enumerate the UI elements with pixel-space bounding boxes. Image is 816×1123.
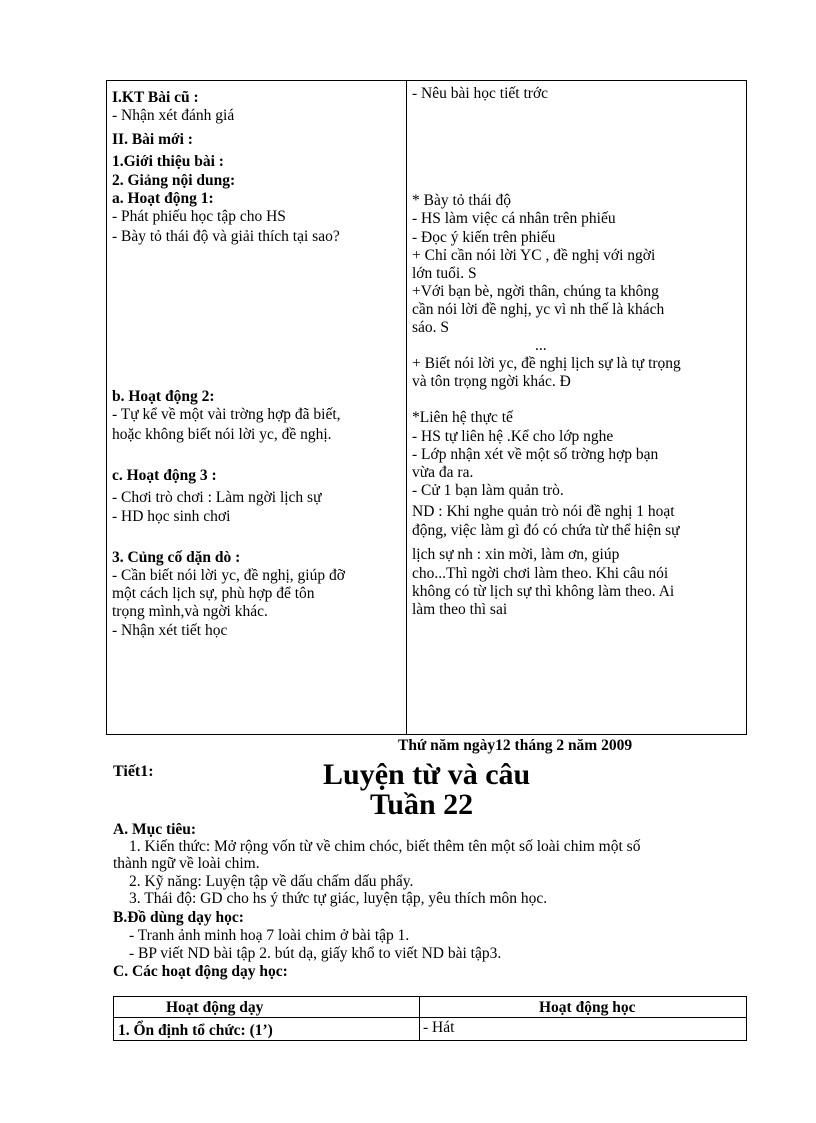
right-line: ND : Khi nghe quản trò nói đề nghị 1 hoạt — [412, 503, 675, 520]
right-line: vừa đa ra. — [412, 464, 474, 481]
table-row-right: - Hát — [423, 1019, 455, 1036]
table-row-divider — [113, 1017, 747, 1018]
activities-heading: C. Các hoạt động dạy học: — [113, 963, 288, 980]
right-line: lịch sự nh : xin mời, làm ơn, giúp — [412, 546, 620, 563]
right-line: không có từ lịch sự thì không làm theo. Ai — [412, 583, 675, 600]
left-line: một cách lịch sự, phù hợp để tôn — [112, 585, 315, 602]
left-line: hoặc không biết nói lời yc, đề nghị. — [112, 426, 332, 443]
right-line: - Lớp nhận xét về một số trờng hợp bạn — [412, 446, 659, 463]
table-column-divider — [419, 996, 420, 1041]
right-line: + Biết nói lời yc, đề nghị lịch sự là tự trọng — [412, 355, 681, 372]
date-line: Thứ năm ngày12 tháng 2 năm 2009 — [398, 737, 633, 754]
left-line: - Cần biết nói lời yc, đề nghị, giúp đỡ — [112, 567, 345, 584]
right-line: + Chỉ cần nói lời YC , đề nghị với ngời — [412, 247, 656, 264]
left-line: - HD học sinh chơi — [112, 508, 231, 525]
objective-line: 2. Kỹ năng: Luyện tập về dấu chấm dấu phẩy. — [129, 873, 414, 890]
left-line: - Nhận xét tiết học — [112, 622, 228, 639]
activity-3-heading: c. Hoạt động 3 : — [112, 467, 217, 484]
left-line: - Nhận xét đánh giá — [112, 107, 235, 124]
student-activity-header: Hoạt động học — [539, 999, 636, 1016]
left-line: - Chơi trò chơi : Làm ngời lịch sự — [112, 489, 322, 506]
right-line: làm theo thì sai — [412, 601, 508, 618]
table-row-left: 1. Ổn định tổ chức: (1’) — [118, 1022, 273, 1039]
right-line: - Nêu bài học tiết trớc — [412, 85, 549, 102]
right-line: +Với bạn bè, ngời thân, chúng ta không — [412, 283, 659, 300]
right-line: lớn tuổi. S — [412, 265, 477, 282]
right-line: - Cử 1 bạn làm quản trò. — [412, 482, 564, 499]
table-column-divider — [406, 80, 407, 735]
materials-heading: B.Đồ dùng dạy học: — [113, 909, 244, 926]
objective-line: thành ngữ về loài chim. — [113, 855, 260, 872]
material-line: - BP viết ND bài tập 2. bút dạ, giấy khổ to viết ND bài tập3. — [129, 945, 502, 962]
right-line: động, việc làm gì đó có chứa từ thể hiện sự — [412, 522, 680, 539]
material-line: - Tranh ảnh minh hoạ 7 loài chim ở bài tập 1. — [129, 927, 410, 944]
right-line: - Đọc ý kiến trên phiếu — [412, 229, 556, 246]
left-line: trọng mình,và ngời khác. — [112, 603, 268, 620]
intro-heading: 1.Giới thiệu bài : — [112, 153, 224, 170]
right-line: cho...Thì ngời chơi làm theo. Khi câu nói — [412, 565, 669, 582]
teacher-activity-header: Hoạt động dạy — [166, 999, 264, 1016]
right-line: sáo. S — [412, 319, 450, 336]
right-line: và tôn trọng ngời khác. Đ — [412, 373, 571, 390]
period-label: Tiết1: — [113, 763, 154, 780]
section-old-lesson-heading: I.KT Bài cũ : — [112, 89, 199, 106]
left-line: - Tự kể về một vài trờng hợp đã biết, — [112, 406, 341, 423]
activity-1-heading: a. Hoạt động 1: — [112, 190, 214, 207]
subject-title: Luyện từ và câu — [323, 758, 531, 791]
section-new-lesson-heading: II. Bài mới : — [112, 131, 193, 148]
week-title: Tuần 22 — [370, 788, 474, 821]
right-line: - HS làm việc cá nhân trên phiếu — [412, 210, 616, 227]
consolidation-heading: 3. Củng cố dặn dò : — [112, 549, 241, 566]
left-line: - Phát phiếu học tập cho HS — [112, 208, 286, 225]
activity-2-heading: b. Hoạt động 2: — [112, 388, 215, 405]
right-line: *Liên hệ thực tế — [412, 409, 513, 426]
content-heading: 2. Giảng nội dung: — [112, 172, 236, 189]
objective-line: 1. Kiến thức: Mở rộng vốn từ về chim chóc, biết thêm tên một số loài chim một số — [129, 838, 641, 855]
objectives-heading: A. Mục tiêu: — [113, 821, 197, 838]
right-line: cần nói lời đề nghị, yc vì nh thế là khách — [412, 301, 665, 318]
objective-line: 3. Thái độ: GD cho hs ý thức tự giác, luyện tập, yêu thích môn học. — [129, 890, 548, 907]
right-line: ... — [535, 337, 547, 354]
right-line: * Bày tỏ thái độ — [412, 192, 512, 209]
right-line: - HS tự liên hệ .Kể cho lớp nghe — [412, 428, 614, 445]
left-line: - Bày tỏ thái độ và giải thích tại sao? — [112, 228, 340, 245]
